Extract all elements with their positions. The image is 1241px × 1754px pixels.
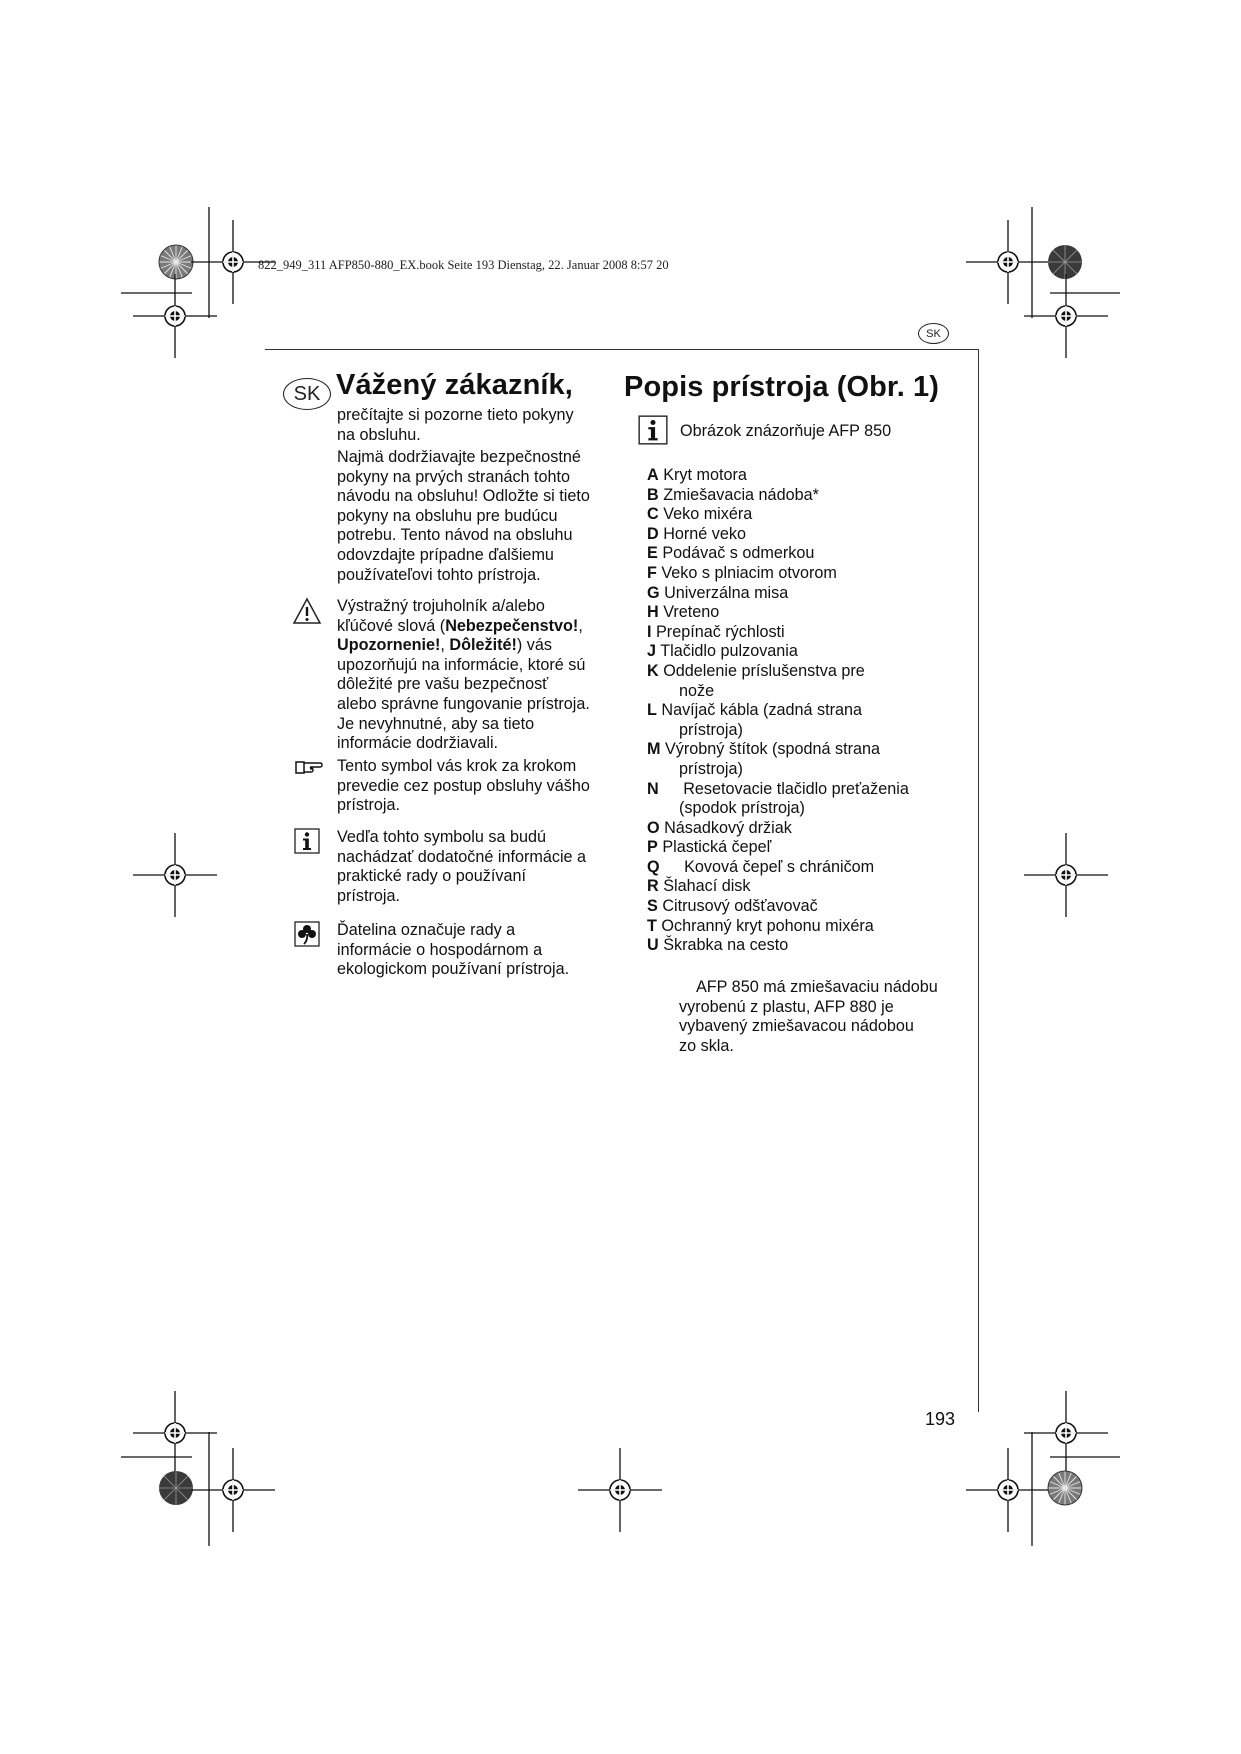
part-letter: A: [647, 466, 659, 484]
part-list-item: [647, 917, 909, 937]
part-name-continuation: nože: [679, 681, 715, 700]
frame-right-rule: [978, 349, 979, 1412]
info-paragraph: Vedľa tohto symbolu sa budú nachádzať dodatočné informácie a praktické rady o používaní prístroja.: [337, 828, 587, 905]
part-name: Ochranný kryt pohonu mixéra: [661, 916, 874, 935]
part-letter: Q: [647, 857, 660, 876]
pointing-hand-icon: [294, 757, 324, 777]
part-list-item: [647, 662, 909, 701]
part-list-item: [647, 877, 909, 897]
part-name: Šlahací disk: [663, 877, 751, 896]
clover-icon: [294, 921, 320, 947]
parts-list: [647, 466, 909, 956]
part-name-continuation: (spodok prístroja): [679, 799, 805, 818]
file-info-line: 822_949_311 AFP850-880_EX.book Seite 193 Dienstag, 22. Januar 2008 8:57 20: [258, 258, 669, 272]
eco-paragraph: Ďatelina označuje rady a informácie o hospodárnom a ekologickom používaní prístroja.: [337, 921, 570, 979]
part-list-item: [647, 936, 909, 956]
part-list-item: [647, 584, 909, 604]
warning-paragraph: Výstražný trojuholník a/alebo kľúčové slová (Nebezpečenstvo!, Upozornenie!, Dôležité!) vás upozorňujú na informácie, ktoré sú dôležité pre vašu bezpečnosť alebo správne fungovanie prístroja. Je nevyhnutné, aby sa tieto informácie dodržiavali.: [337, 597, 590, 753]
part-name-continuation: prístroja): [679, 720, 743, 739]
part-name: Resetovacie tlačidlo preťaženia: [683, 779, 909, 798]
part-name: Vreteno: [663, 603, 720, 622]
part-list-item: [647, 701, 909, 740]
keyword-important: Dôležité!: [449, 636, 517, 655]
part-name: Citrusový odšťavovač: [662, 897, 818, 916]
intro-paragraph-2: Najmä dodržiavajte bezpečnostné pokyny na prvých stranách tohto návodu na obsluhu! Odložte si tieto pokyny na obsluhu pre budúcu potrebu. Tento návod na obsluhu odovzdajte prípadne ďalšiemu používateľovi tohto prístroja.: [337, 448, 590, 584]
part-name: Kovová čepeľ s chráničom: [684, 857, 875, 876]
part-list-item: [647, 642, 909, 662]
part-letter: F: [647, 563, 657, 582]
part-letter: C: [647, 505, 659, 524]
right-heading: Popis prístroja (Obr. 1): [624, 371, 940, 403]
part-letter: H: [647, 603, 659, 622]
left-heading: Vážený zákazník,: [336, 369, 573, 401]
frame-top-rule: [265, 349, 979, 350]
part-letter: R: [647, 877, 659, 896]
part-name: Prepínač rýchlosti: [656, 622, 785, 641]
part-name: Podávač s odmerkou: [662, 544, 815, 563]
part-letter: G: [647, 583, 660, 602]
part-list-item: [647, 505, 909, 525]
language-badge: SK: [283, 378, 331, 410]
part-list-item: [647, 780, 909, 819]
figure-note: Obrázok znázorňuje AFP 850: [680, 422, 892, 440]
part-list-item: [647, 838, 909, 858]
page-number: 193: [925, 1409, 956, 1429]
part-name: Výrobný štítok (spodná strana: [664, 740, 881, 759]
part-list-item: [647, 858, 909, 878]
step-paragraph: Tento symbol vás krok za krokom prevedie cez postup obsluhy vášho prístroja.: [337, 757, 590, 815]
part-name: Násadkový držiak: [664, 818, 792, 837]
part-name: Škrabka na cesto: [663, 936, 789, 955]
part-letter: U: [647, 936, 659, 955]
part-name: Veko mixéra: [663, 505, 753, 524]
part-letter: M: [647, 740, 661, 759]
part-name: Zmiešavacia nádoba*: [663, 485, 819, 504]
language-badge-small: SK: [918, 323, 949, 344]
part-letter: J: [647, 642, 657, 661]
part-letter: D: [647, 524, 659, 543]
part-letter: L: [647, 701, 657, 720]
part-list-item: [647, 525, 909, 545]
part-name: Kryt motora: [663, 466, 747, 484]
keyword-danger: Nebezpečenstvo!: [445, 616, 579, 635]
part-letter: K: [647, 661, 659, 680]
footnote-paragraph: AFP 850 má zmiešavaciu nádobu vyrobenú z plastu, AFP 880 je vybavený zmiešavacou nádobou zo skla.: [679, 978, 938, 1055]
part-letter: B: [647, 485, 659, 504]
part-letter: O: [647, 818, 660, 837]
part-name-continuation: prístroja): [679, 759, 743, 778]
part-name: Veko s plniacim otvorom: [661, 563, 837, 582]
part-letter: I: [647, 622, 652, 641]
part-list-item: [647, 564, 909, 584]
part-list-item: [647, 897, 909, 917]
part-list-item: [647, 623, 909, 643]
part-list-item: [647, 740, 909, 779]
part-letter: P: [647, 838, 658, 857]
part-letter: S: [647, 897, 658, 916]
info-icon: [294, 828, 320, 854]
part-list-item: [647, 466, 909, 486]
info-icon: [638, 415, 668, 445]
part-letter: E: [647, 544, 658, 563]
keyword-caution: Upozornenie!: [337, 636, 441, 655]
part-letter: N: [647, 779, 659, 798]
part-list-item: [647, 544, 909, 564]
part-name: Oddelenie príslušenstva pre: [663, 661, 865, 680]
part-list-item: [647, 486, 909, 506]
part-name: Plastická čepeľ: [662, 838, 772, 857]
intro-paragraph-1: prečítajte si pozorne tieto pokyny na obsluhu.: [337, 406, 574, 444]
part-letter: T: [647, 916, 657, 935]
part-name: Navíjač kábla (zadná strana: [661, 701, 863, 720]
part-name: Univerzálna misa: [664, 583, 789, 602]
part-name: Tlačidlo pulzovania: [660, 642, 798, 661]
part-name: Horné veko: [663, 524, 746, 543]
part-list-item: [647, 819, 909, 839]
part-list-item: [647, 603, 909, 623]
warning-triangle-icon: [292, 597, 322, 625]
